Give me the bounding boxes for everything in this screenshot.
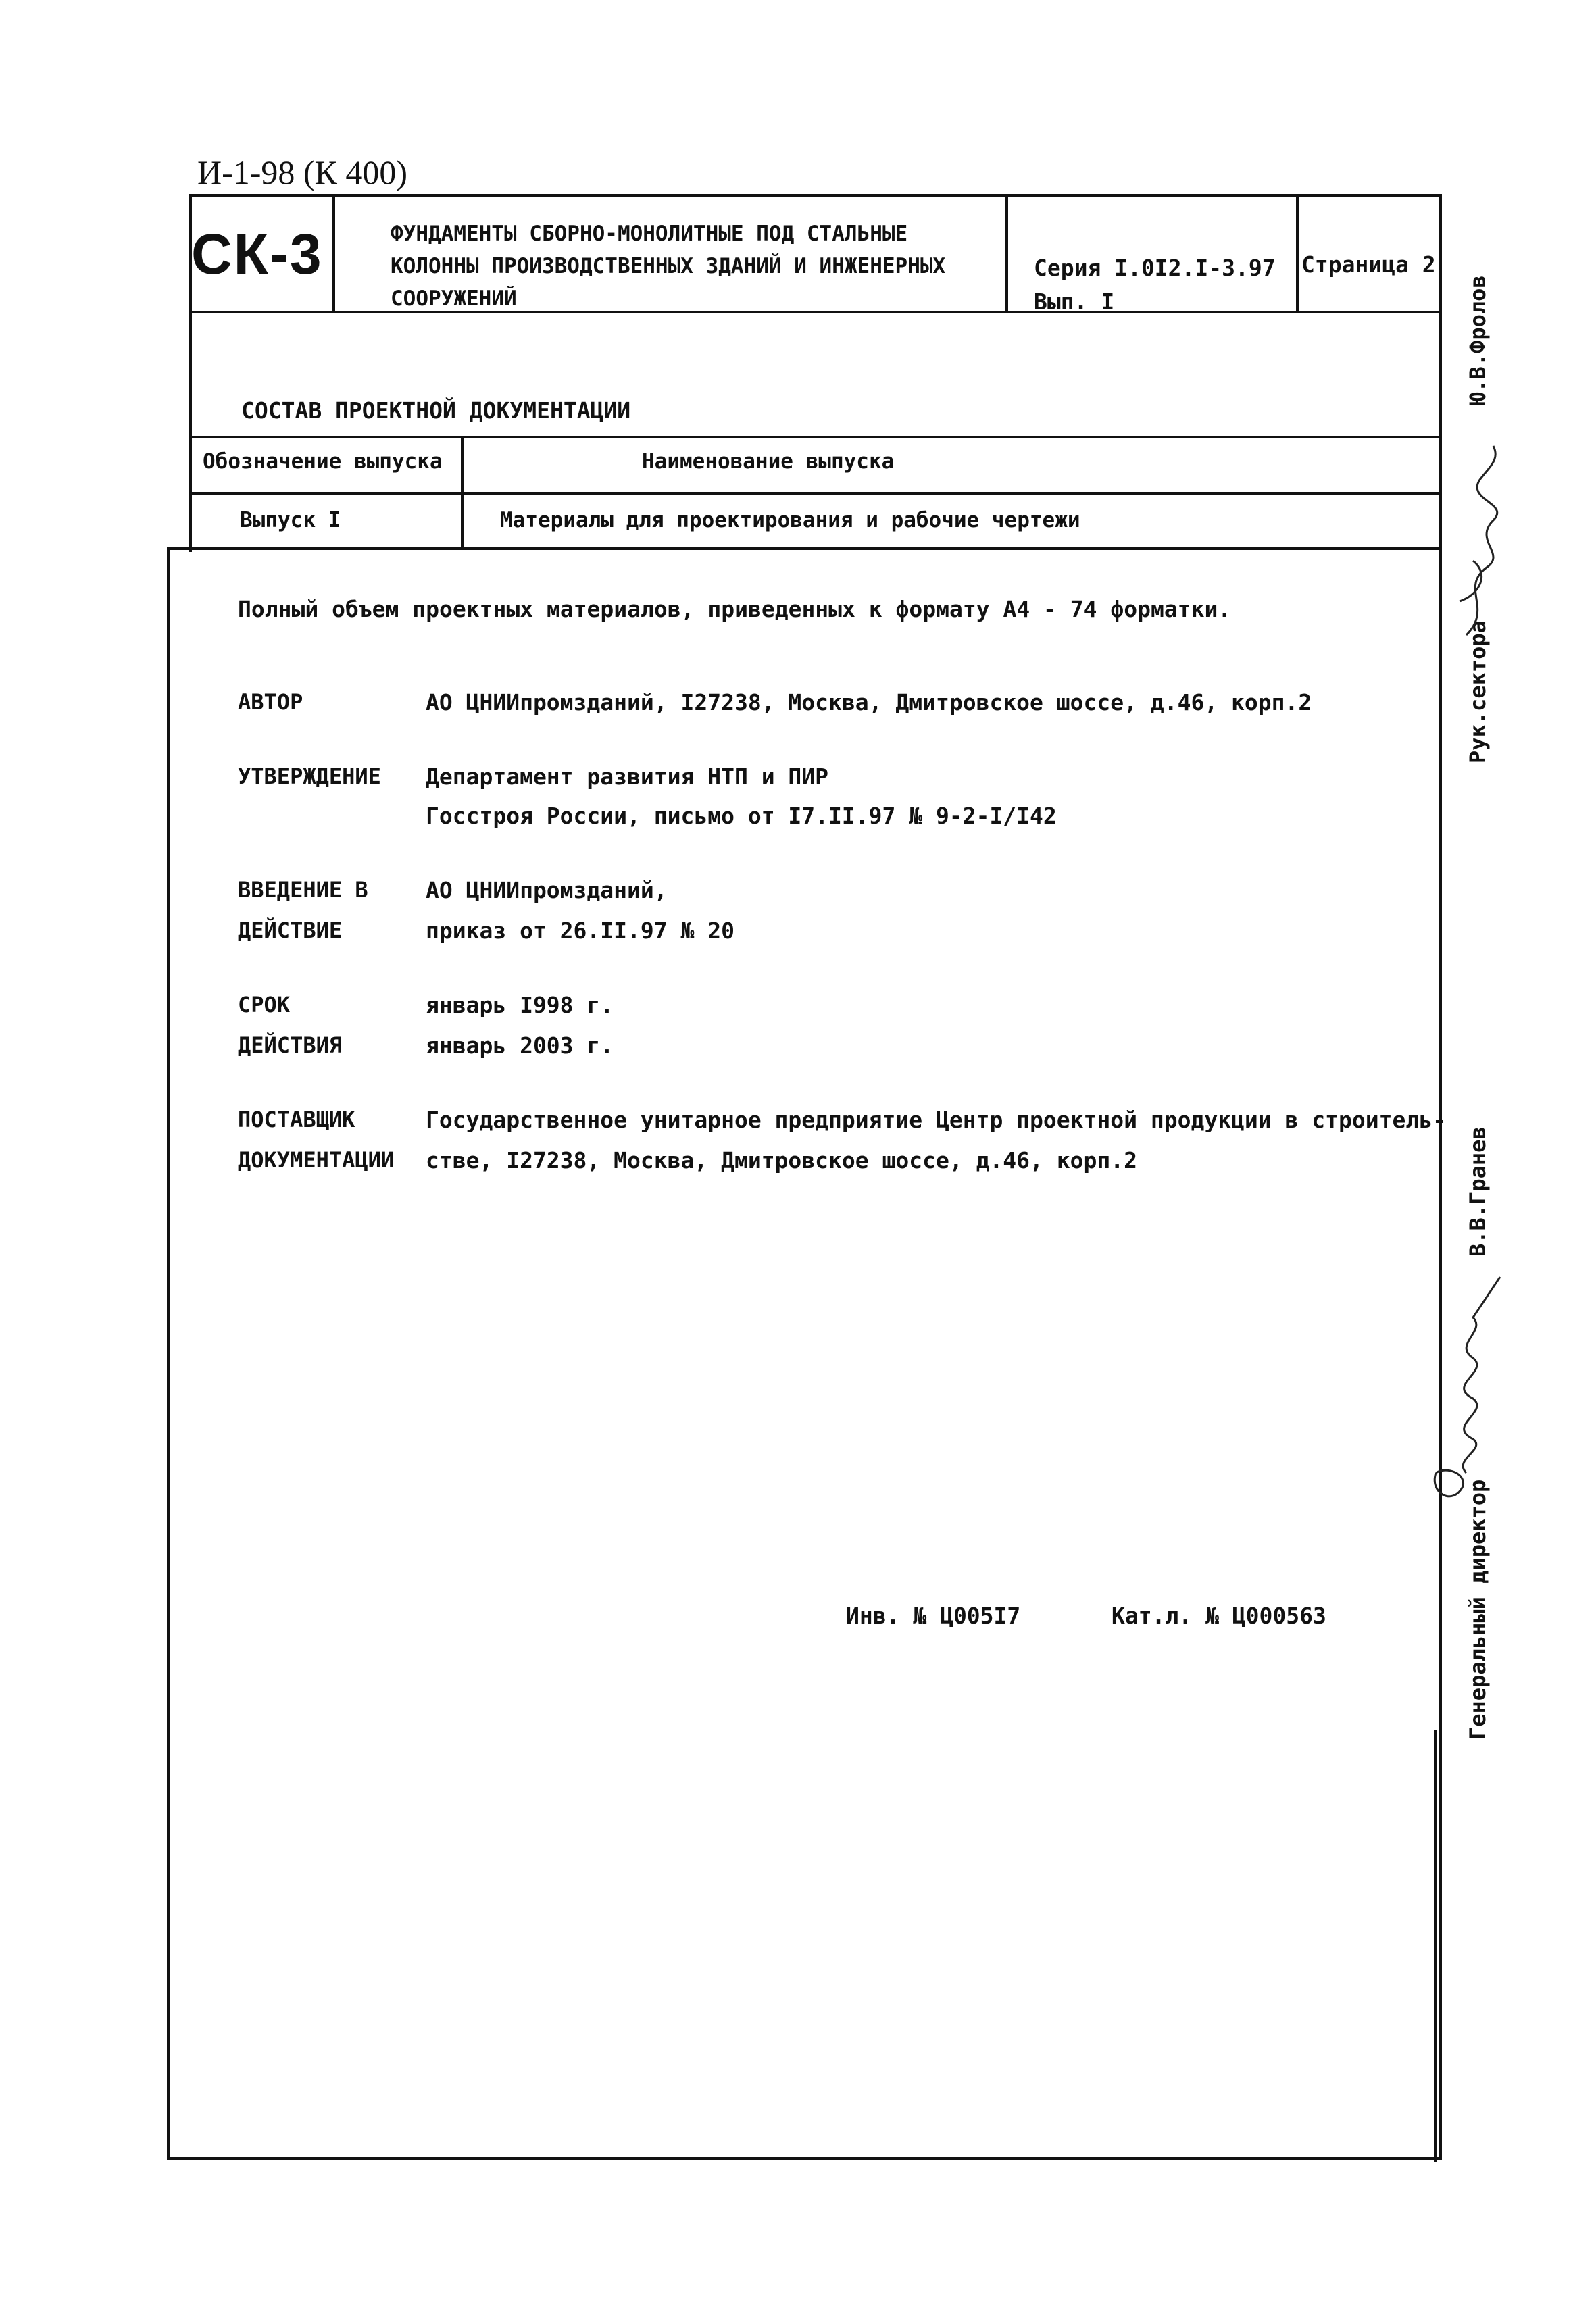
issue-number: Вып. I — [1034, 288, 1115, 315]
document-code: И-1-98 (К 400) — [197, 153, 408, 191]
signer-role-director: Генеральный директор — [1465, 1479, 1491, 1740]
intro-label-1: ВВЕДЕНИЕ В — [238, 877, 368, 903]
approval-line-2: Госстроя России, письмо от I7.II.97 № 9-2-I/I42 — [426, 803, 1057, 829]
supplier-label-2: ДОКУМЕНТАЦИИ — [238, 1147, 395, 1173]
supplier-line-2: стве, I27238, Москва, Дмитровское шоссе, д.46, корп.2 — [426, 1147, 1137, 1174]
author-label: АВТОР — [238, 689, 303, 715]
inventory-number: Инв. № Ц005I7 — [846, 1603, 1021, 1629]
intro-line-2: приказ от 26.II.97 № 20 — [426, 917, 734, 944]
document-title — [391, 218, 999, 315]
approval-line-1: Департамент развития НТП и ПИР — [426, 763, 829, 790]
section-heading: СОСТАВ ПРОЕКТНОЙ ДОКУМЕНТАЦИИ — [241, 397, 631, 424]
signer-granev: В.В.Гранев — [1465, 1126, 1491, 1257]
term-label-1: СРОК — [238, 992, 291, 1017]
title-line-2: КОЛОННЫ ПРОИЗВОДСТВЕННЫХ ЗДАНИЙ И ИНЖЕНЕРНЫХ — [391, 254, 946, 278]
author-value: АО ЦНИИпромзданий, I27238, Москва, Дмитровское шоссе, д.46, корп.2 — [426, 689, 1312, 715]
table-column-divider — [461, 436, 464, 549]
sk-badge: СК-3 — [191, 222, 323, 286]
table-top-line — [189, 436, 1441, 438]
supplier-label-1: ПОСТАВЩИК — [238, 1107, 355, 1132]
frame-top — [189, 194, 1441, 197]
signer-role-sector-head: Рук.сектора — [1465, 620, 1491, 763]
page-number: Страница 2 — [1301, 251, 1436, 278]
frame-right — [1439, 194, 1442, 2160]
title-line-3: СООРУЖЕНИЙ — [391, 286, 517, 311]
table-bottom-line — [189, 547, 1441, 550]
signature-granev-mark — [1426, 1270, 1514, 1513]
signature-margin-line — [1434, 1730, 1437, 2162]
frame-bottom — [167, 2157, 1442, 2160]
term-label-2: ДЕЙСТВИЯ — [238, 1032, 343, 1058]
catalog-number: Кат.л. № Ц000563 — [1112, 1603, 1326, 1629]
header-divider-1 — [332, 194, 335, 312]
header-divider-2 — [1005, 194, 1008, 312]
supplier-line-1: Государственное унитарное предприятие Центр проектной продукции в строитель- — [426, 1107, 1446, 1133]
intro-label-2: ДЕЙСТВИЕ — [238, 917, 343, 943]
signer-frolov: Ю.В.Фролов — [1465, 275, 1491, 405]
title-line-1: ФУНДАМЕНТЫ СБОРНО-МОНОЛИТНЫЕ ПОД СТАЛЬНЫЕ — [391, 222, 908, 246]
frame-left — [167, 547, 170, 2160]
table-header-name: Наименование выпуска — [642, 449, 895, 474]
term-line-1: январь I998 г. — [426, 992, 614, 1018]
volume-text: Полный объем проектных материалов, приведенных к формату А4 - 74 форматки. — [238, 596, 1232, 622]
header-divider-3 — [1296, 194, 1299, 312]
frame-step — [167, 547, 191, 550]
intro-line-1: АО ЦНИИпромзданий, — [426, 877, 668, 903]
table-header-code: Обозначение выпуска — [203, 449, 443, 474]
table-cell-code: Выпуск I — [240, 508, 341, 532]
signature-frolov-mark — [1453, 439, 1514, 642]
table-cell-name: Материалы для проектирования и рабочие чертежи — [500, 508, 1080, 532]
term-line-2: январь 2003 г. — [426, 1032, 614, 1059]
series-block — [1034, 251, 1276, 319]
approval-label: УТВЕРЖДЕНИЕ — [238, 763, 381, 789]
table-mid-line — [189, 492, 1441, 495]
series-number: Серия I.0I2.I-3.97 — [1034, 255, 1276, 281]
